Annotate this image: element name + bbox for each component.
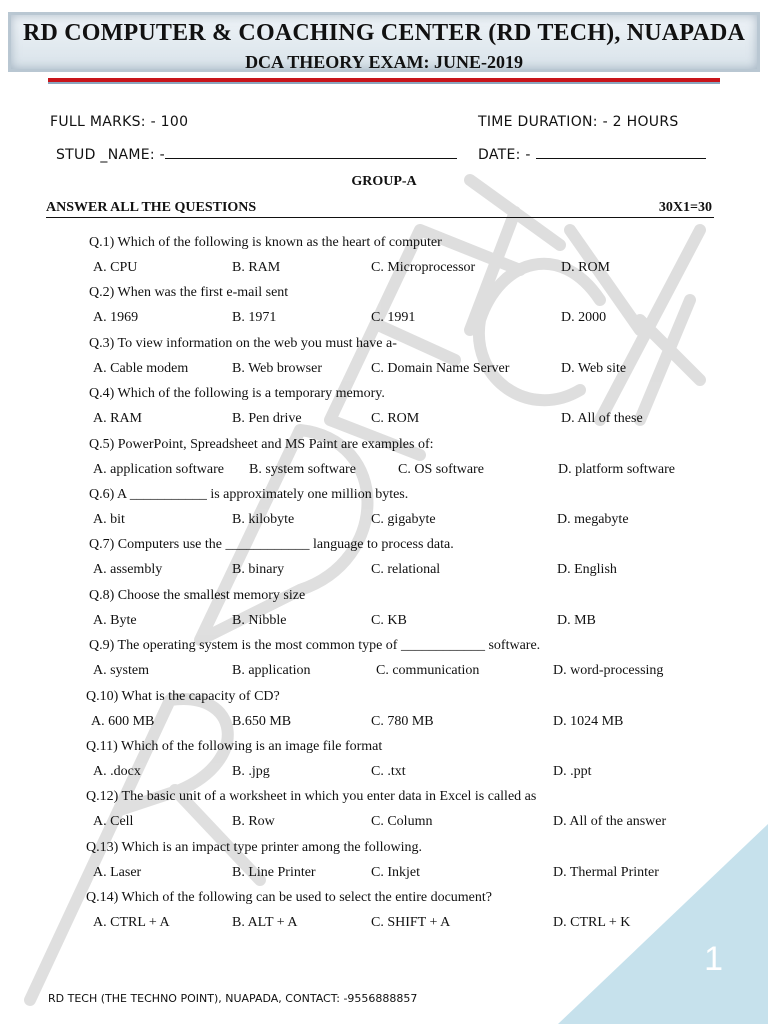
question-text: Q.6) A ___________ is approximately one million bytes. — [89, 487, 409, 502]
answer-option: B. .jpg — [232, 764, 270, 779]
answer-option: C. Domain Name Server — [371, 360, 510, 376]
answer-option: B. Pen drive — [232, 411, 302, 427]
answer-option: C. Microprocessor — [371, 260, 476, 275]
question-text: Q.3) To view information on the web you must have a- — [89, 335, 397, 351]
answer-option: C. ROM — [371, 411, 420, 427]
full-marks: FULL MARKS: - 100 — [50, 114, 189, 130]
answer-option: B. Row — [232, 814, 275, 830]
group-heading: GROUP-A — [351, 174, 417, 189]
date-row — [478, 146, 706, 163]
answer-option: B. 1971 — [232, 310, 277, 326]
answer-option: A. Cell — [93, 814, 134, 830]
answer-option: A. RAM — [93, 411, 143, 427]
answer-option: C. .txt — [371, 764, 406, 779]
answer-option: B. ALT + A — [232, 915, 298, 931]
marks-allocation: 30X1=30 — [658, 200, 712, 215]
answer-option: B. Line Printer — [232, 864, 316, 880]
question-text: Q.4) Which of the following is a temporary memory. — [89, 386, 385, 402]
answer-option: B. binary — [232, 562, 285, 578]
instruction-text: ANSWER ALL THE QUESTIONS — [46, 200, 257, 215]
answer-option: B. application — [232, 663, 311, 679]
student-name-blank — [165, 146, 457, 159]
answer-option: D. megabyte — [557, 512, 629, 527]
answer-option: D. platform software — [558, 461, 676, 477]
student-name-row — [56, 146, 457, 163]
answer-option: D. All of these — [561, 411, 643, 427]
question-text: Q.8) Choose the smallest memory size — [89, 587, 306, 603]
question-text: Q.9) The operating system is the most common type of ____________ software. — [89, 638, 541, 654]
answer-option: A. system — [93, 663, 149, 679]
question-text: Q.5) PowerPoint, Spreadsheet and MS Paint are examples of: — [89, 436, 434, 452]
footer-contact: RD TECH (THE TECHNO POINT), NUAPADA, CONTACT: -9556888857 — [48, 992, 418, 1005]
answer-option: C. communication — [376, 663, 480, 679]
answer-option: C. KB — [371, 612, 407, 628]
answer-option: B. RAM — [232, 260, 281, 275]
answer-option: A. 1969 — [93, 310, 139, 326]
answer-option: A. bit — [93, 512, 125, 527]
answer-option: C. Column — [371, 814, 433, 830]
answer-option: B. system software — [249, 461, 356, 477]
answer-option: A. CTRL + A — [93, 915, 170, 931]
answer-option: D. Web site — [561, 360, 627, 376]
answer-option: C. SHIFT + A — [371, 915, 451, 931]
answer-option: A. Byte — [93, 612, 137, 628]
header-divider — [48, 78, 720, 84]
question-text: Q.14) Which of the following can be used to select the entire document? — [86, 890, 492, 906]
question-text: Q.2) When was the first e-mail sent — [89, 285, 289, 301]
answer-option: A. CPU — [93, 260, 138, 275]
answer-option: A. 600 MB — [91, 713, 155, 729]
question-text: Q.1) Which of the following is known as the heart of computer — [89, 235, 442, 250]
answer-option: D. 2000 — [561, 310, 607, 326]
answer-option: C. OS software — [398, 461, 484, 477]
answer-option: A. .docx — [93, 764, 141, 779]
answer-option: C. 780 MB — [371, 713, 434, 729]
answer-option: C. gigabyte — [371, 512, 436, 527]
answer-option: D. word-processing — [553, 663, 664, 679]
date-blank — [536, 146, 706, 159]
answer-option: D. All of the answer — [553, 814, 667, 830]
student-name-label: STUD _NAME: - — [56, 147, 166, 163]
answer-option: D. Thermal Printer — [553, 864, 659, 880]
answer-option: A. Cable modem — [93, 360, 189, 376]
question-text: Q.7) Computers use the ____________ language to process data. — [89, 537, 454, 553]
answer-option: C. Inkjet — [371, 864, 420, 880]
answer-option: B.650 MB — [232, 713, 292, 729]
institute-title: RD COMPUTER & COACHING CENTER (RD TECH), NUAPADA — [22, 20, 746, 46]
answer-option: B. Nibble — [232, 612, 287, 628]
question-text: Q.10) What is the capacity of CD? — [86, 688, 280, 704]
answer-option: A. application software — [93, 461, 225, 477]
time-duration: TIME DURATION: - 2 HOURS — [478, 114, 679, 130]
answer-option: D. 1024 MB — [553, 713, 624, 729]
answer-option: A. assembly — [93, 562, 163, 578]
answer-option: B. kilobyte — [232, 512, 295, 527]
answer-option: C. 1991 — [371, 310, 416, 326]
answer-option: C. relational — [371, 562, 441, 578]
question-text: Q.12) The basic unit of a worksheet in which you enter data in Excel is called as — [86, 789, 537, 805]
answer-option: D. MB — [557, 612, 596, 628]
page-number: 1 — [704, 940, 723, 978]
answer-option: D. CTRL + K — [553, 915, 631, 931]
answer-option: A. Laser — [93, 864, 142, 880]
answer-option: D. ROM — [561, 260, 611, 275]
instruction-row — [46, 200, 714, 218]
question-text: Q.11) Which of the following is an image file format — [86, 739, 383, 754]
answer-option: D. .ppt — [553, 764, 592, 779]
answer-option: B. Web browser — [232, 360, 322, 376]
exam-title: DCA THEORY EXAM: JUNE-2019 — [245, 52, 523, 72]
answer-option: D. English — [557, 562, 617, 578]
date-label: DATE: - — [478, 147, 531, 163]
question-text: Q.13) Which is an impact type printer among the following. — [86, 839, 423, 855]
